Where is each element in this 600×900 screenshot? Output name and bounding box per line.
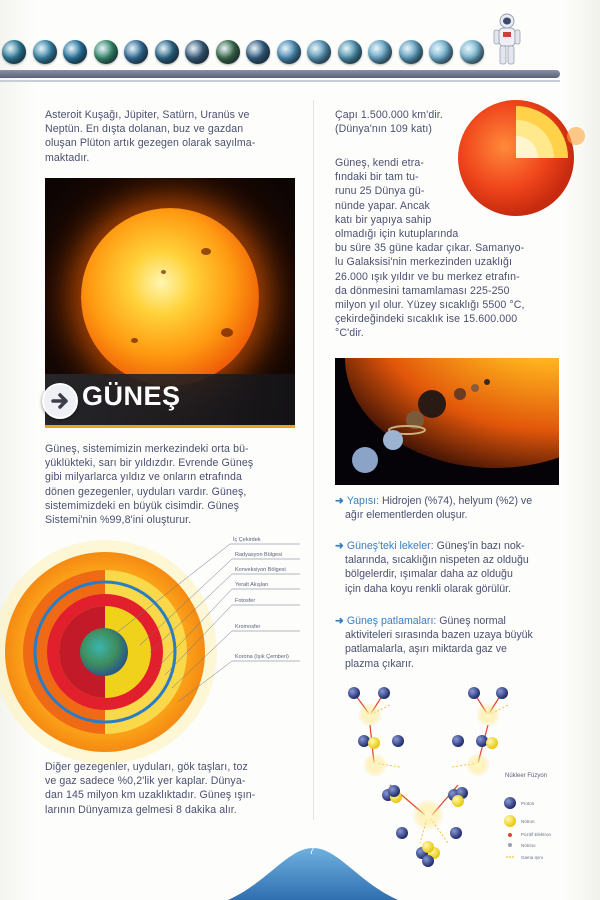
planet-icon [155, 40, 179, 64]
desc-line: Güneş, sistemimizin merkezindeki orta bü- [45, 443, 249, 455]
distance-line: larının Dünyamıza gelmesi 8 dakika alır. [45, 803, 237, 816]
bullet-line: ağır elementlerden oluşur. [345, 509, 468, 522]
header-bar-line [0, 80, 560, 82]
rotation-line: lu Galaksisi'nin merkezinden uzaklığı [335, 256, 513, 269]
intro-line: Asteroit Kuşağı, Jüpiter, Satürn, Uranüs ve [45, 109, 250, 121]
bullet-line: Güneş'in bazı nok- [433, 540, 525, 552]
intro-line: maktadır. [45, 151, 90, 164]
legend-proton: Proton [521, 801, 535, 806]
bullet-line: plazma çıkarır. [345, 657, 414, 670]
distance-line: ve gaz sadece %0,2'lik yer kaplar. Dünya- [45, 775, 246, 788]
rotation-line: °C'dir. [335, 327, 364, 340]
bullet-line: patlamalarla, aşırı miktarda gaz ve [345, 643, 507, 656]
legend-neutrino: Nötrino [521, 843, 536, 848]
sun-cross-section-diagram [0, 540, 320, 765]
bullet-line: Güneş normal [436, 615, 506, 627]
bullet-line: bölgelerdir, ışımalar daha az olduğu [345, 568, 513, 581]
planets-photo [335, 358, 559, 485]
bullet-line: talarında, sıcaklığın nispeten az olduğu [345, 554, 529, 567]
rotation-line: katı bir yapıya sahip [335, 213, 432, 226]
intro-line: oluşan Plüton artık gezegen olarak sayılma- [45, 137, 256, 150]
planet-icon [429, 40, 453, 64]
planet-icon [2, 40, 26, 64]
rotation-line: olmadığı için kutuplarında [335, 228, 459, 241]
rotation-line: runu 25 Dünya gü- [335, 185, 425, 198]
desc-line: Sistemi'nin %99,8'ini oluşturur. [45, 514, 192, 527]
planet-icon [185, 40, 209, 64]
layer-label-convection-zone: Konveksiyon Bölgesi [235, 567, 286, 573]
desc-line: dönen gezegenler, uyduları vardır. Güneş, [45, 485, 247, 498]
arrow-right-icon [42, 383, 78, 419]
rotation-text [335, 156, 565, 341]
rotation-line: 26.000 ışık yıldır ve bu merkez etrafın- [335, 270, 520, 283]
planet-icon [307, 40, 331, 64]
planet-icon [246, 40, 270, 64]
bullet-line: için daha koyu renkli olarak görülür. [345, 582, 512, 595]
diameter-line: Çapı 1.500.000 km'dir. [335, 109, 443, 121]
diameter-line: (Dünya'nın 109 katı) [335, 123, 433, 136]
rotation-line: Güneş, kendi etra- [335, 157, 424, 169]
sun-description [45, 442, 300, 527]
legend-gamma-ray: Gama Işını [521, 855, 544, 860]
desc-line: sistemimizdeki en büyük cisimdir. Güneş [45, 499, 240, 512]
distance-line: dan 145 milyon km uzaklıktadır. Güneş ışın- [45, 789, 256, 802]
bullet-line: aktiviteleri sırasında bazen uzaya büyük [345, 629, 533, 642]
rotation-line: milyon yıl olur. Yüzey sıcaklığı 5500 °C, [335, 299, 525, 312]
astronaut-icon [492, 12, 522, 68]
planet-icon [338, 40, 362, 64]
planet-icon [216, 40, 240, 64]
planet-icon [33, 40, 57, 64]
page-number: 7 [309, 846, 315, 857]
layer-label-photosphere: Fotosfer [235, 598, 256, 604]
planet-icon [460, 40, 484, 64]
layer-label-chromosphere: Kromosfer [235, 624, 261, 630]
bullet-line: Hidrojen (%74), helyum (%2) ve [379, 495, 533, 507]
fusion-legend-title: Nükleer Füzyon [505, 773, 548, 779]
planet-icon [368, 40, 392, 64]
intro-line: Neptün. En dışta dolanan, buz ve gazdan [45, 123, 244, 136]
planet-icon [399, 40, 423, 64]
rotation-line: da dönmesini tamamlaması 225-250 [335, 284, 510, 297]
solar-flares-bullet: ➜ Güneş patlamaları: Güneş normal aktiviteleri sırasında bazen uzaya büyük patlamalarla, aşırı miktarda gaz ve plazma çıkarır. [335, 615, 533, 670]
section-title: GÜNEŞ [82, 381, 181, 411]
sunspots-bullet: ➜ Güneş'teki lekeler: Güneş'in bazı nok- talarında, sıcaklığın nispeten az olduğu bölgelerdir, ışımalar daha az olduğu için daha koyu renkli olarak görülür. [335, 540, 529, 595]
layer-label-inner-core: İç Çekirdek [233, 537, 261, 543]
sun-image [81, 208, 259, 386]
rotation-line: çekirdeğindeki sıcaklık ise 15.600.000 [335, 313, 518, 326]
bullet-key: Güneş'teki lekeler: [346, 540, 434, 552]
diameter-text [335, 108, 585, 136]
layer-label-corona: Korona (Işık Çemberi) [235, 654, 289, 660]
desc-line: gibi milyarlarca yıldız ve onların etrafında [45, 471, 242, 484]
desc-line: yüklükteki, sarı bir yıldızdır. Evrende Güneş [45, 457, 254, 470]
planet-icon [94, 40, 118, 64]
intro-text [45, 108, 295, 165]
bullet-key: Yapısı: [346, 495, 380, 507]
title-underline [45, 425, 295, 428]
rotation-line: fındaki bir tam tu- [335, 171, 419, 184]
bullet-key: Güneş patlamaları: [346, 615, 437, 627]
structure-bullet: ➜ Yapısı: Hidrojen (%74), helyum (%2) ve ağır elementlerden oluşur. [335, 495, 533, 522]
layer-label-currents: Yeralt Akışları [235, 582, 269, 588]
planet-icon [124, 40, 148, 64]
layer-label-radiation-zone: Radyasyon Bölgesi [235, 552, 283, 558]
legend-neutron: Nötron [521, 819, 535, 824]
planet-icon [277, 40, 301, 64]
rotation-line: nünde yapar. Ancak [335, 199, 430, 212]
planet-icon [63, 40, 87, 64]
rotation-line: bu süre 35 güne kadar çıkar. Samanyo- [335, 242, 525, 255]
legend-positron: Pozitif Elektron [521, 832, 552, 837]
distance-text [45, 760, 300, 817]
header-bar [0, 70, 560, 78]
distance-line: Diğer gezegenler, uyduları, gök taşları, toz [45, 761, 248, 773]
